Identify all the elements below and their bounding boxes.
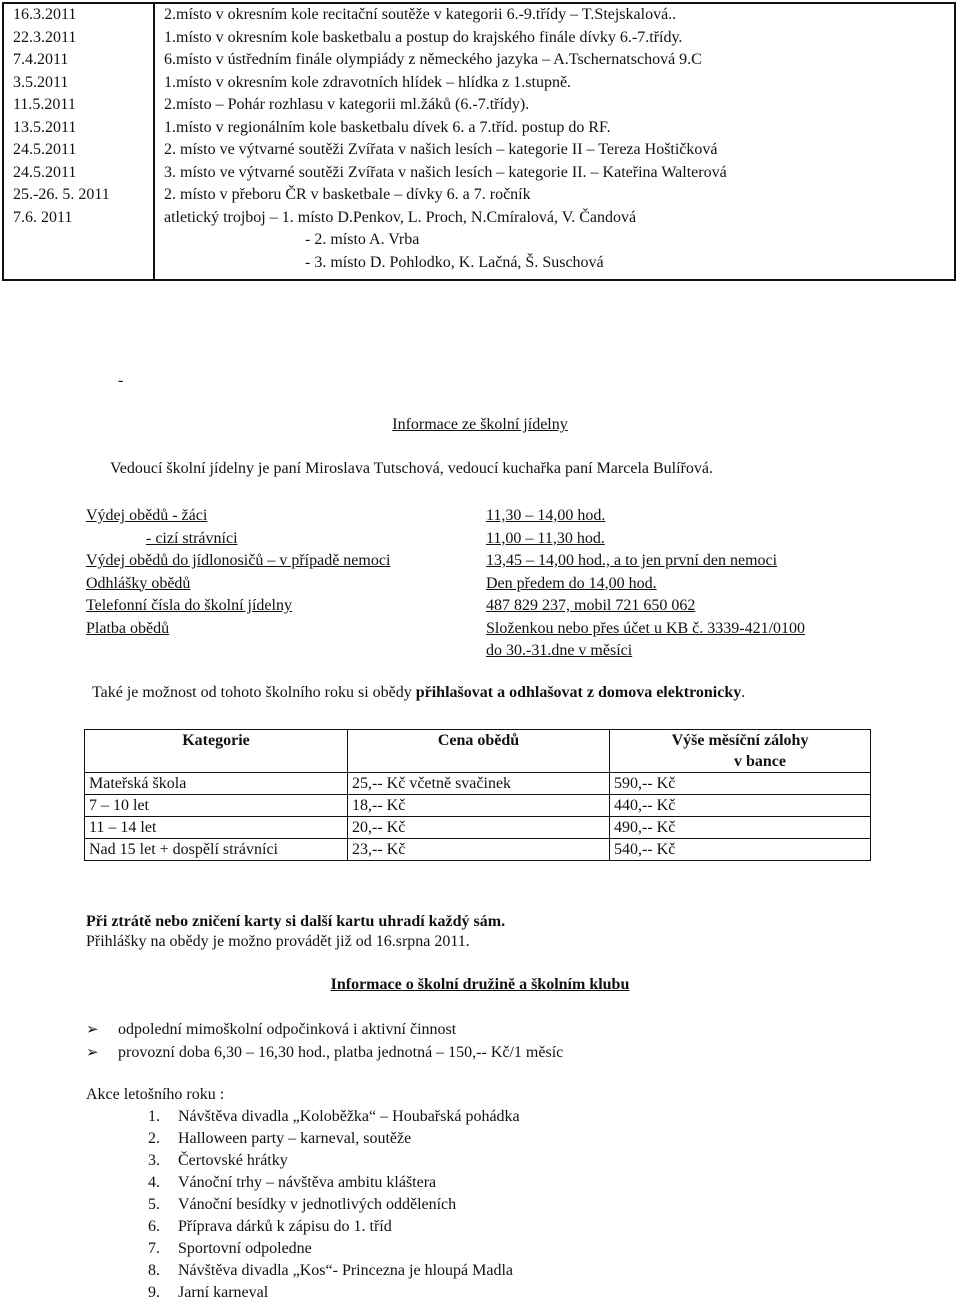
- list-item: [148, 1260, 520, 1282]
- table-row: [86, 528, 805, 551]
- event-number: 6.: [148, 1218, 160, 1235]
- price-category: 7 – 10 let: [85, 795, 348, 817]
- table-row: [85, 795, 871, 817]
- result-date: 13.5.2011: [3, 117, 154, 140]
- event-number: 8.: [148, 1262, 160, 1279]
- results-table: [2, 2, 956, 281]
- col-header-deposit-line1: Výše měsíční zálohy: [671, 732, 809, 749]
- table-row: [3, 252, 955, 280]
- table-row: [85, 817, 871, 839]
- result-text: - 3. místo D. Pohlodko, K. Lačná, Š. Suschová: [154, 252, 955, 280]
- event-number: 5.: [148, 1196, 160, 1213]
- price-category: Nad 15 let + dospělí strávníci: [85, 839, 348, 861]
- info-value: Den předem do 14,00 hod.: [486, 574, 657, 592]
- event-text: Vánoční trhy – návštěva ambitu kláštera: [178, 1174, 437, 1191]
- table-header-row: [85, 730, 871, 773]
- event-number: 9.: [148, 1284, 160, 1301]
- info-label: Výdej obědů do jídlonosičů – v případě nemoci: [86, 552, 391, 569]
- event-number: 7.: [148, 1240, 160, 1257]
- price-deposit: 540,-- Kč: [610, 839, 871, 861]
- table-row: [85, 773, 871, 795]
- online-note-post: .: [741, 684, 746, 701]
- table-row: [3, 162, 955, 185]
- result-date: 7.6. 2011: [3, 207, 154, 230]
- price-category: Mateřská škola: [85, 773, 348, 795]
- card-note: Při ztrátě nebo zničení karty si další kartu uhradí každý sám.: [86, 913, 506, 930]
- result-text: 1.místo v okresním kole basketbalu a postup do krajského finále dívky 6.-7.třídy.: [154, 27, 955, 50]
- result-date: [3, 229, 154, 252]
- club-heading: Informace o školní družině a školním klubu: [330, 976, 630, 993]
- result-text: 3. místo ve výtvarné soutěži Zvířata v našich lesích – kategorie II. – Kateřina Walterová: [154, 162, 955, 185]
- table-row: [86, 550, 805, 573]
- table-row: [3, 207, 955, 230]
- canteen-intro: Vedoucí školní jídelny je paní Miroslava Tutschová, vedoucí kuchařka paní Marcela Bulířová.: [110, 460, 713, 477]
- event-text: Sportovní odpoledne: [178, 1240, 312, 1257]
- online-note-pre: Také je možnost od tohoto školního roku si obědy: [92, 684, 416, 701]
- table-row: [3, 229, 955, 252]
- canteen-info: [86, 505, 805, 663]
- club-bullets: [86, 1018, 563, 1064]
- list-item: [148, 1238, 520, 1260]
- event-number: 3.: [148, 1152, 160, 1169]
- info-label: Odhlášky obědů: [86, 574, 191, 592]
- signup-note: Přihlášky na obědy je možno provádět již od 16.srpna 2011.: [86, 933, 470, 950]
- event-number: 4.: [148, 1174, 160, 1191]
- result-date: 24.5.2011: [3, 162, 154, 185]
- table-row: [3, 184, 955, 207]
- info-label: - cizí strávníci: [146, 529, 238, 547]
- table-row: [3, 3, 955, 27]
- table-row: [86, 595, 805, 618]
- list-item: [148, 1106, 520, 1128]
- event-text: Vánoční besídky v jednotlivých odděleních: [178, 1196, 457, 1213]
- info-value: Složenkou nebo přes účet u KB č. 3339-421/0100: [486, 619, 806, 637]
- table-row: [86, 618, 805, 641]
- info-value: 13,45 – 14,00 hod., a to jen první den nemoci: [486, 552, 778, 569]
- result-date: 22.3.2011: [3, 27, 154, 50]
- result-text: 2. místo ve výtvarné soutěži Zvířata v našich lesích – kategorie II – Tereza Hoštičková: [154, 139, 955, 162]
- list-item: [148, 1216, 520, 1238]
- result-date: 7.4.2011: [3, 49, 154, 72]
- table-row: [3, 139, 955, 162]
- list-item: [148, 1150, 520, 1172]
- online-note-bold: přihlašovat a odhlašovat z domova elektronicky: [415, 684, 742, 701]
- table-row: [86, 640, 805, 663]
- result-date: 11.5.2011: [3, 94, 154, 117]
- price-deposit: 490,-- Kč: [610, 817, 871, 839]
- price-deposit: 590,-- Kč: [610, 773, 871, 795]
- event-text: Čertovské hrátky: [178, 1152, 288, 1169]
- info-label: Telefonní čísla do školní jídelny: [86, 597, 292, 614]
- event-number: 1.: [148, 1108, 160, 1125]
- price-value: 20,-- Kč: [348, 817, 610, 839]
- result-text: atletický trojboj – 1. místo D.Penkov, L. Proch, N.Cmíralová, V. Čandová: [154, 207, 955, 230]
- price-table: [84, 729, 871, 861]
- col-header-price: Cena obědů: [348, 730, 610, 773]
- event-text: Návštěva divadla „Kos“- Princezna je hloupá Madla: [178, 1262, 513, 1279]
- events-title: Akce letošního roku :: [86, 1086, 225, 1103]
- table-row: [3, 94, 955, 117]
- info-value: do 30.-31.dne v měsíci: [486, 642, 633, 659]
- arrow-bullet-icon: ➢: [86, 1020, 99, 1038]
- list-item: [148, 1128, 520, 1150]
- bullet-text: provozní doba 6,30 – 16,30 hod., platba jednotná – 150,-- Kč/1 měsíc: [118, 1044, 564, 1061]
- col-header-category: Kategorie: [85, 730, 348, 773]
- bullet-text: odpolední mimoškolní odpočinková i aktivní činnost: [118, 1021, 457, 1038]
- info-value: 11,30 – 14,00 hod.: [486, 507, 606, 524]
- table-row: [3, 72, 955, 95]
- col-header-deposit-line2: v bance: [734, 753, 786, 770]
- event-text: Návštěva divadla „Koloběžka“ – Houbařská pohádka: [178, 1108, 520, 1125]
- table-row: [86, 573, 805, 596]
- price-value: 25,-- Kč včetně svačinek: [348, 773, 610, 795]
- result-text: 2.místo – Pohár rozhlasu v kategorii ml.žáků (6.-7.třídy).: [154, 94, 955, 117]
- price-value: 18,-- Kč: [348, 795, 610, 817]
- info-label: [86, 640, 486, 663]
- table-row: [85, 839, 871, 861]
- table-row: [3, 49, 955, 72]
- result-text: 2. místo v přeboru ČR v basketbale – dívky 6. a 7. ročník: [154, 184, 955, 207]
- event-text: Jarní karneval: [178, 1284, 269, 1301]
- list-item: [148, 1282, 520, 1304]
- price-value: 23,-- Kč: [348, 839, 610, 861]
- result-date: [3, 252, 154, 280]
- list-item: [148, 1172, 520, 1194]
- canteen-heading: Informace ze školní jídelny: [392, 416, 568, 433]
- table-row: [86, 505, 805, 528]
- table-row: [3, 117, 955, 140]
- table-row: [3, 27, 955, 50]
- info-value: 487 829 237, mobil 721 650 062: [486, 597, 696, 614]
- info-label: Výdej obědů - žáci: [86, 507, 208, 524]
- result-date: 16.3.2011: [3, 3, 154, 27]
- result-text: 1.místo v okresním kole zdravotních hlídek – hlídka z 1.stupně.: [154, 72, 955, 95]
- online-note: [92, 684, 745, 702]
- event-text: Halloween party – karneval, soutěže: [178, 1130, 412, 1147]
- result-text: 6.místo v ústředním finále olympiády z německého jazyka – A.Tschernatschová 9.C: [154, 49, 955, 72]
- event-number: 2.: [148, 1130, 160, 1147]
- info-label: Platba obědů: [86, 619, 170, 637]
- event-text: Příprava dárků k zápisu do 1. tříd: [178, 1218, 392, 1235]
- price-deposit: 440,-- Kč: [610, 795, 871, 817]
- dash-marker: -: [118, 372, 124, 389]
- result-date: 25.-26. 5. 2011: [3, 184, 154, 207]
- col-header-deposit: [610, 730, 871, 773]
- list-item: [86, 1018, 563, 1041]
- result-text: 2.místo v okresním kole recitační soutěže v kategorii 6.-9.třídy – T.Stejskalová..: [154, 3, 955, 27]
- list-item: [148, 1194, 520, 1216]
- result-text: - 2. místo A. Vrba: [154, 229, 955, 252]
- price-category: 11 – 14 let: [85, 817, 348, 839]
- events-list: [148, 1106, 520, 1304]
- result-date: 3.5.2011: [3, 72, 154, 95]
- arrow-bullet-icon: ➢: [86, 1043, 99, 1061]
- list-item: [86, 1041, 563, 1064]
- result-text: 1.místo v regionálním kole basketbalu dívek 6. a 7.tříd. postup do RF.: [154, 117, 955, 140]
- info-value: 11,00 – 11,30 hod.: [486, 529, 605, 547]
- result-date: 24.5.2011: [3, 139, 154, 162]
